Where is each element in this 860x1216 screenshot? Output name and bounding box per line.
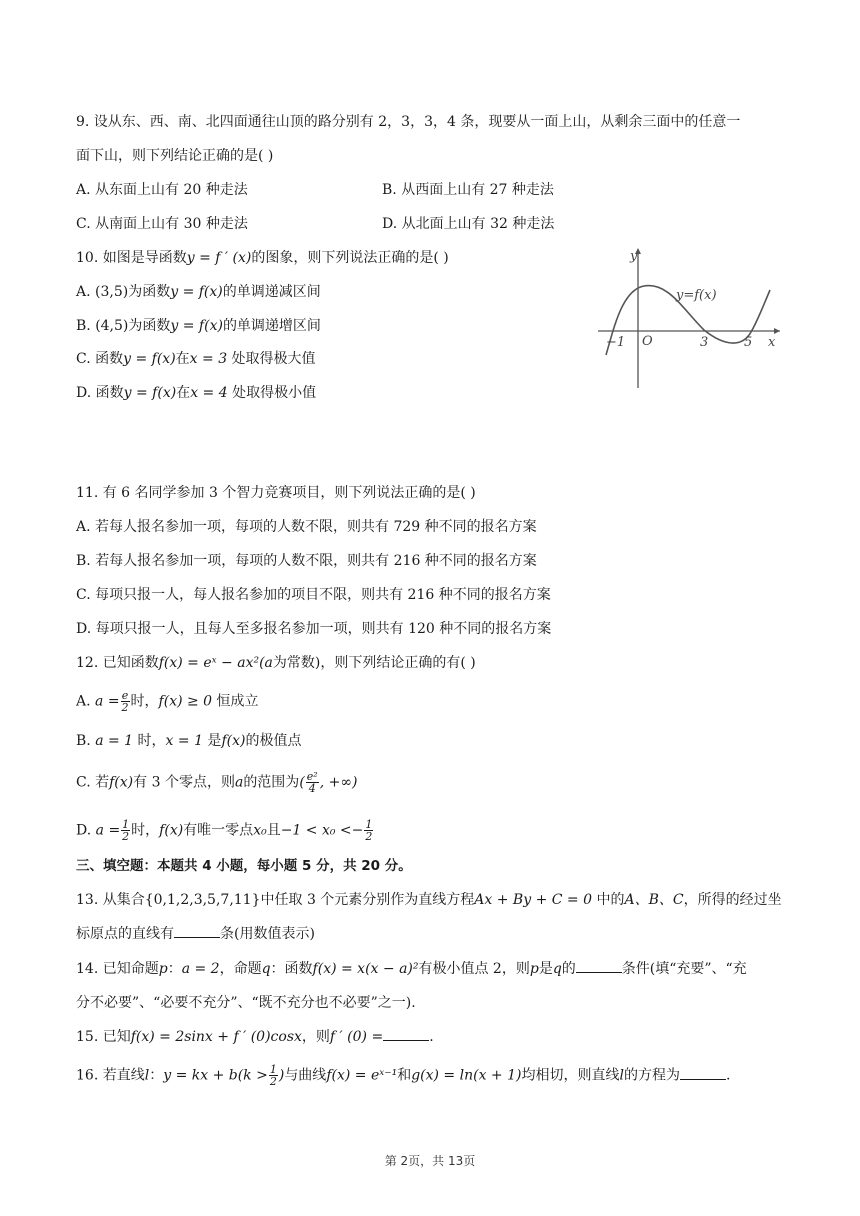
page-footer: 第 2页，共 13页	[384, 1154, 476, 1168]
q12-a-frac-num: e	[121, 689, 129, 702]
q16-text-end: .	[725, 1067, 731, 1084]
q9-stem-line2: 面下山，则下列结论正确的是( )	[76, 148, 274, 164]
q12-d-math3: x₀	[253, 822, 267, 839]
q15-math1: f(x) = 2sinx + f ′ (0)cosx	[130, 1029, 302, 1045]
q13-text-end: ，所得的经过坐	[683, 892, 782, 908]
q16-math4: f(x) = eˣ⁻¹	[326, 1067, 398, 1084]
graph-x-label: x	[768, 335, 776, 350]
q9-option-a: A. 从东面上山有 20 种走法	[76, 182, 248, 198]
q14-math1: p	[158, 961, 168, 977]
q12-c-label: C. 若	[76, 774, 110, 791]
q12-d-math4: −1 < x₀ <−	[280, 822, 364, 839]
q10-stem	[76, 249, 449, 267]
q12-stem-text-end: ，则下列结论正确的有( )	[320, 655, 476, 671]
q14-text: 14. 已知命题	[76, 961, 159, 977]
q12-option-b	[76, 732, 301, 750]
q9-stem-line1: 9. 设从东、西、南、北四面通往山顶的路分别有 2，3，3，4 条，现要从一面上山，从剩余三面中的任意一	[76, 114, 741, 130]
graph-curve-label: y=f(x)	[676, 288, 717, 303]
q10-option-a	[76, 283, 321, 301]
q12-c-math1: f(x)	[109, 774, 134, 791]
q12-a-label: A.	[76, 693, 96, 710]
q12-c-math4: , +∞)	[319, 774, 358, 791]
q12-d-frac-num: 1	[122, 818, 130, 831]
q10-stem-text: 10. 如图是导函数	[76, 250, 187, 266]
graph-tick-3: 3	[700, 335, 709, 350]
q12-b-mid2: 是	[202, 733, 222, 749]
q14-math6: q	[552, 961, 562, 977]
q9-option-b: B. 从西面上山有 27 种走法	[382, 182, 554, 198]
q11-stem: 11. 有 6 名同学参加 3 个智力竞赛项目，则下列说法正确的是( )	[76, 485, 476, 501]
q14-answer-blank[interactable]	[576, 960, 622, 973]
q9-option-c: C. 从南面上山有 30 种走法	[76, 216, 248, 232]
q16-math2: y = kx + b(k >	[163, 1067, 268, 1084]
q12-c-frac-den: 4	[308, 782, 316, 795]
q10-stem-math: y = f ′ (x)	[186, 250, 252, 266]
q10-d-math2: x = 4	[190, 385, 228, 401]
q13-math1: Ax + By + C = 0	[474, 892, 593, 908]
q13-line2	[76, 925, 315, 943]
q10-option-d	[76, 384, 316, 402]
q14-line2: 分不必要”、“必要不充分”、“既不充分也不必要”之一).	[76, 995, 416, 1011]
q10-d-text: D. 函数	[76, 385, 124, 401]
q12-c-mid1: 有 3 个零点，则	[133, 774, 235, 791]
q12-stem	[76, 654, 476, 672]
q12-d-math2: f(x)	[159, 822, 184, 839]
q12-c-math3: (	[299, 774, 305, 791]
q13-line2-text-end: 条(用数值表示)	[220, 926, 315, 942]
q10-b-text-end: 的单调递增区间	[222, 318, 321, 334]
q13-math2: A、B、C	[624, 892, 684, 908]
q14-math5: p	[529, 961, 539, 977]
q12-a-math: a =	[95, 693, 120, 710]
q10-c-text-end: 处取得极大值	[227, 351, 316, 367]
q15-text: 15. 已知	[76, 1029, 131, 1045]
q12-b-math1: a = 1	[95, 733, 134, 749]
q12-d-mid3: 且	[266, 822, 281, 839]
q16-m4: 均相切，则直线	[521, 1067, 620, 1084]
q10-option-b	[76, 317, 321, 335]
q12-d-frac2-den: 2	[365, 830, 373, 843]
q12-d-mid1: 时，	[131, 822, 160, 839]
graph-tick-neg1: −1	[606, 335, 626, 350]
q14-m1: ：	[167, 961, 182, 977]
q10-c-math2: x = 3	[189, 351, 228, 367]
q16-line	[76, 1064, 730, 1087]
q13-line1	[76, 891, 782, 909]
q12-d-mid2: 有唯一零点	[183, 822, 254, 839]
q12-a-text-end: 恒成立	[212, 693, 259, 710]
q12-c-frac-num: e²	[306, 770, 318, 783]
q12-stem-math: f(x) = eˣ − ax²(a	[158, 655, 273, 671]
q16-fraction	[269, 1064, 278, 1087]
q16-frac-den: 2	[269, 1075, 277, 1088]
q16-text: 16. 若直线	[76, 1067, 145, 1084]
q12-a-mid: 时，	[130, 693, 159, 710]
q16-math5: g(x) = ln(x + 1)	[411, 1067, 522, 1084]
q12-a-math2: f(x) ≥ 0	[158, 693, 213, 710]
q12-b-math2: x = 1	[165, 733, 203, 749]
q10-c-text: C. 函数	[76, 351, 124, 367]
q14-math2: a = 2	[181, 961, 220, 977]
q14-text-end: 条件(填“充要”、“充	[621, 961, 747, 977]
q10-d-math1: y = f(x)	[123, 385, 177, 401]
q12-c-mid2: 的范围为	[243, 774, 300, 791]
q12-b-math3: f(x)	[221, 733, 246, 749]
q11-option-d: D. 每项只报一人，且每人至多报名参加一项，则共有 120 种不同的报名方案	[76, 621, 552, 637]
q12-c-fraction	[306, 771, 319, 794]
q16-m2: 与曲线	[284, 1067, 327, 1084]
q14-m6: 的	[561, 961, 576, 977]
section-heading-fill-blank: 三、填空题：本题共 4 小题，每小题 5 分，共 20 分。	[76, 858, 412, 874]
q12-d-math1: a =	[95, 822, 121, 839]
q16-answer-blank[interactable]	[680, 1067, 726, 1080]
q10-option-c	[76, 350, 316, 368]
q10-d-text-end: 处取得极小值	[227, 385, 317, 401]
q12-b-mid1: 时，	[133, 733, 166, 749]
q12-c-math2: a	[234, 774, 244, 791]
q12-stem-mid: 为常数)	[272, 655, 321, 671]
q11-option-a: A. 若每人报名参加一项，每项的人数不限，则共有 729 种不同的报名方案	[76, 519, 537, 535]
q14-line1	[76, 960, 747, 978]
q9-option-d: D. 从北面上山有 32 种走法	[382, 216, 555, 232]
q10-a-math: y = f(x)	[170, 284, 223, 300]
q13-answer-blank[interactable]	[174, 925, 220, 938]
q13-text: 13. 从集合{0,1,2,3,5,7,11}中任取 3 个元素分别作为直线方程	[76, 892, 475, 908]
q10-b-text: B. (4,5)为函数	[76, 318, 171, 334]
q10-a-text-end: 的单调递减区间	[222, 284, 321, 300]
q15-answer-blank[interactable]	[383, 1028, 429, 1041]
q16-math6: l	[619, 1067, 624, 1084]
graph-y-label: y	[630, 249, 638, 264]
q12-d-frac-den: 2	[122, 830, 130, 843]
q13-line2-text: 标原点的直线有	[76, 926, 174, 942]
x-axis-arrow	[774, 328, 780, 334]
q15-math2: f ′ (0) =	[329, 1029, 384, 1045]
q16-m1: ：	[149, 1067, 164, 1084]
q12-d-frac2-num: 1	[365, 818, 373, 831]
q14-math4: f(x) = x(x − a)²	[312, 961, 419, 977]
q16-m5: 的方程为	[623, 1067, 680, 1084]
q14-m3: ：函数	[270, 961, 313, 977]
q10-d-mid: 在	[176, 385, 191, 401]
q16-frac-num: 1	[269, 1063, 277, 1076]
q15-mid: ，则	[301, 1029, 330, 1045]
q10-b-math: y = f(x)	[170, 318, 223, 334]
q16-math3: )	[278, 1067, 285, 1084]
q12-b-label: B.	[76, 733, 96, 749]
q10-a-text: A. (3,5)为函数	[76, 284, 171, 300]
q12-option-a	[76, 690, 259, 713]
q12-a-frac-den: 2	[121, 701, 129, 714]
q16-math1: l	[144, 1067, 150, 1084]
q14-math3: q	[261, 961, 271, 977]
q10-c-math1: y = f(x)	[123, 351, 176, 367]
q15-text-end: .	[429, 1029, 434, 1045]
q12-stem-text: 12. 已知函数	[76, 655, 159, 671]
derivative-graph	[594, 242, 784, 390]
q12-d-label: D.	[76, 822, 96, 839]
q12-d-fraction	[121, 819, 130, 842]
graph-tick-5: 5	[744, 335, 753, 350]
q12-d-fraction2	[364, 819, 373, 842]
q16-m3: 和	[397, 1067, 412, 1084]
q12-b-text-end: 的极值点	[245, 733, 302, 749]
q14-m4: 有极小值点 2，则	[418, 961, 530, 977]
q15-line	[76, 1028, 434, 1046]
graph-origin-label: O	[642, 334, 653, 349]
q11-option-b: B. 若每人报名参加一项，每项的人数不限，则共有 216 种不同的报名方案	[76, 553, 537, 569]
q14-m5: 是	[538, 961, 553, 977]
q13-mid: 中的	[592, 892, 625, 908]
q14-m2: ，命题	[219, 961, 262, 977]
q12-option-d	[76, 819, 374, 842]
q12-a-fraction	[121, 690, 130, 713]
q12-option-c	[76, 771, 357, 794]
q11-option-c: C. 每项只报一人，每人报名参加的项目不限，则共有 216 种不同的报名方案	[76, 587, 551, 603]
q10-c-mid: 在	[175, 351, 190, 367]
q10-stem-text-end: 的图象，则下列说法正确的是( )	[251, 250, 449, 266]
